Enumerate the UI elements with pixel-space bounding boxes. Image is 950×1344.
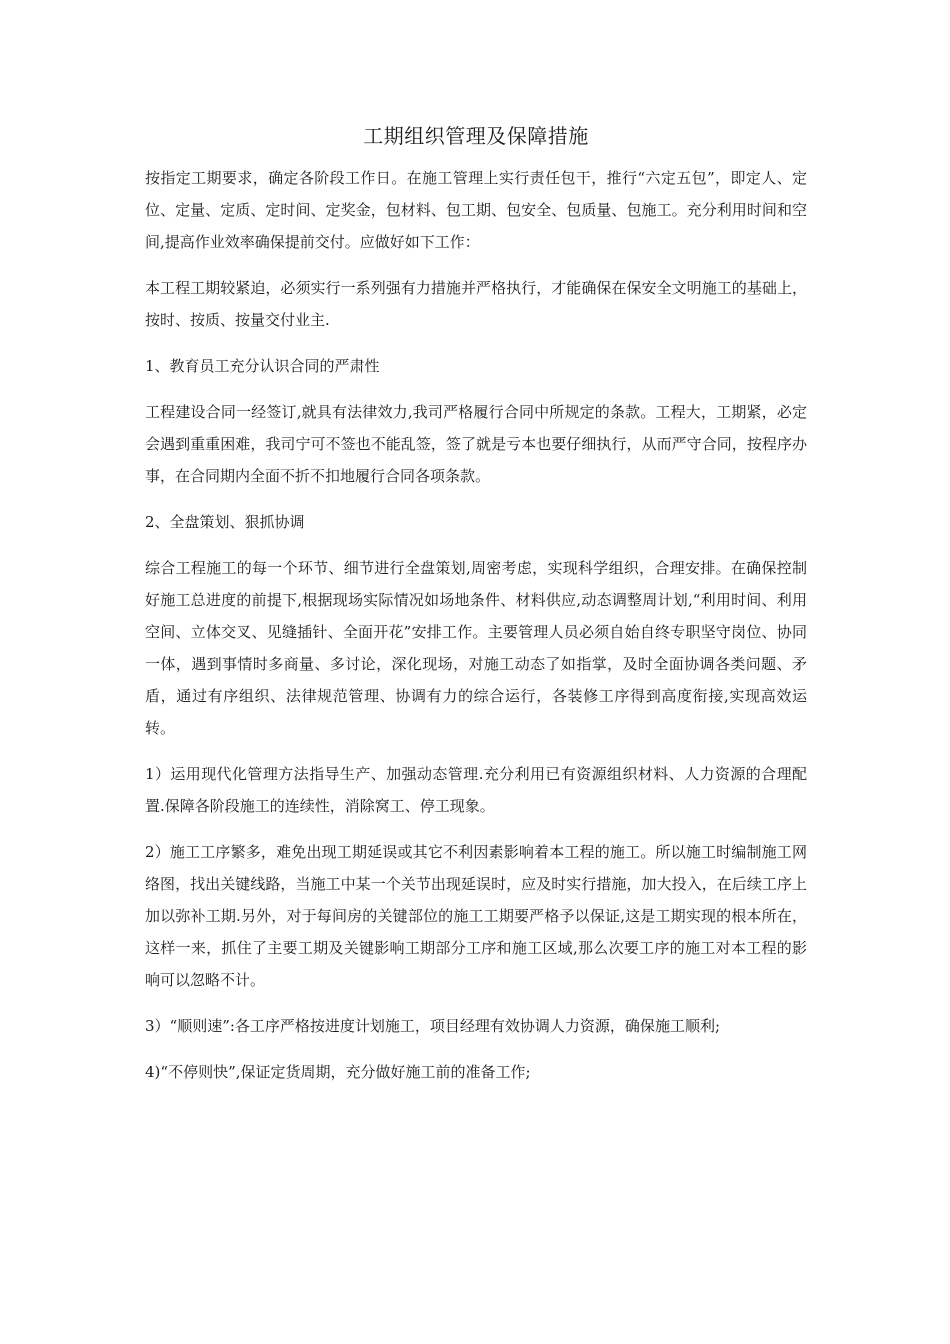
list-item-4: 4)“不停则快”,保证定货周期，充分做好施工前的准备工作;	[145, 1063, 531, 1081]
document-page	[145, 118, 807, 1102]
list-item-1: 1）运用现代化管理方法指导生产、加强动态管理.充分利用已有资源组织材料、人力资源的合理配置.保障各阶段施工的连续性，消除窝工、停工现象。	[145, 765, 807, 815]
paragraph-intro: 按指定工期要求，确定各阶段工作日。在施工管理上实行责任包干，推行“六定五包”，即定人、定位、定量、定质、定时间、定奖金，包材料、包工期、包安全、包质量、包施工。充分利用时间和空间,提高作业效率确保提前交付。应做好如下工作：	[145, 169, 807, 251]
list-item-2: 2）施工工序繁多，难免出现工期延误或其它不利因素影响着本工程的施工。所以施工时编制施工网络图，找出关键线路，当施工中某一个关节出现延误时，应及时实行措施，加大投入，在后续工序上加以弥补工期.另外，对于每间房的关键部位的施工工期要严格予以保证,这是工期实现的根本所在，这样一来，抓住了主要工期及关键影响工期部分工序和施工区域,那么次要工序的施工对本工程的影响可以忽略不计。	[145, 843, 807, 989]
page-title: 工期组织管理及保障措施	[363, 124, 589, 148]
list-item-3: 3）“顺则速”:各工序严格按进度计划施工，项目经理有效协调人力资源，确保施工顺利;	[145, 1017, 720, 1035]
paragraph-planning: 综合工程施工的每一个环节、细节进行全盘策划,周密考虑，实现科学组织，合理安排。在确保控制好施工总进度的前提下,根据现场实际情况如场地条件、材料供应,动态调整周计划,“利用时间、利用空间、立体交叉、见缝插针、全面开花”安排工作。主要管理人员必须自始自终专职坚守岗位、协同一体，遇到事情时多商量、多讨论，深化现场，对施工动态了如指掌，及时全面协调各类问题、矛盾，通过有序组织、法律规范管理、协调有力的综合运行，各装修工序得到高度衔接,实现高效运转。	[145, 559, 807, 737]
section-heading-1: 1、教育员工充分认识合同的严肃性	[145, 357, 380, 375]
section-heading-2: 2、全盘策划、狠抓协调	[145, 513, 305, 531]
paragraph-deadline: 本工程工期较紧迫，必须实行一系列强有力措施并严格执行，才能确保在保安全文明施工的基础上，按时、按质、按量交付业主.	[145, 279, 807, 329]
paragraph-contract: 工程建设合同一经签订,就具有法律效力,我司严格履行合同中所规定的条款。工程大，工期紧，必定会遇到重重困难，我司宁可不签也不能乱签，签了就是亏本也要仔细执行，从而严守合同，按程序办事，在合同期内全面不折不扣地履行合同各项条款。	[145, 403, 807, 485]
